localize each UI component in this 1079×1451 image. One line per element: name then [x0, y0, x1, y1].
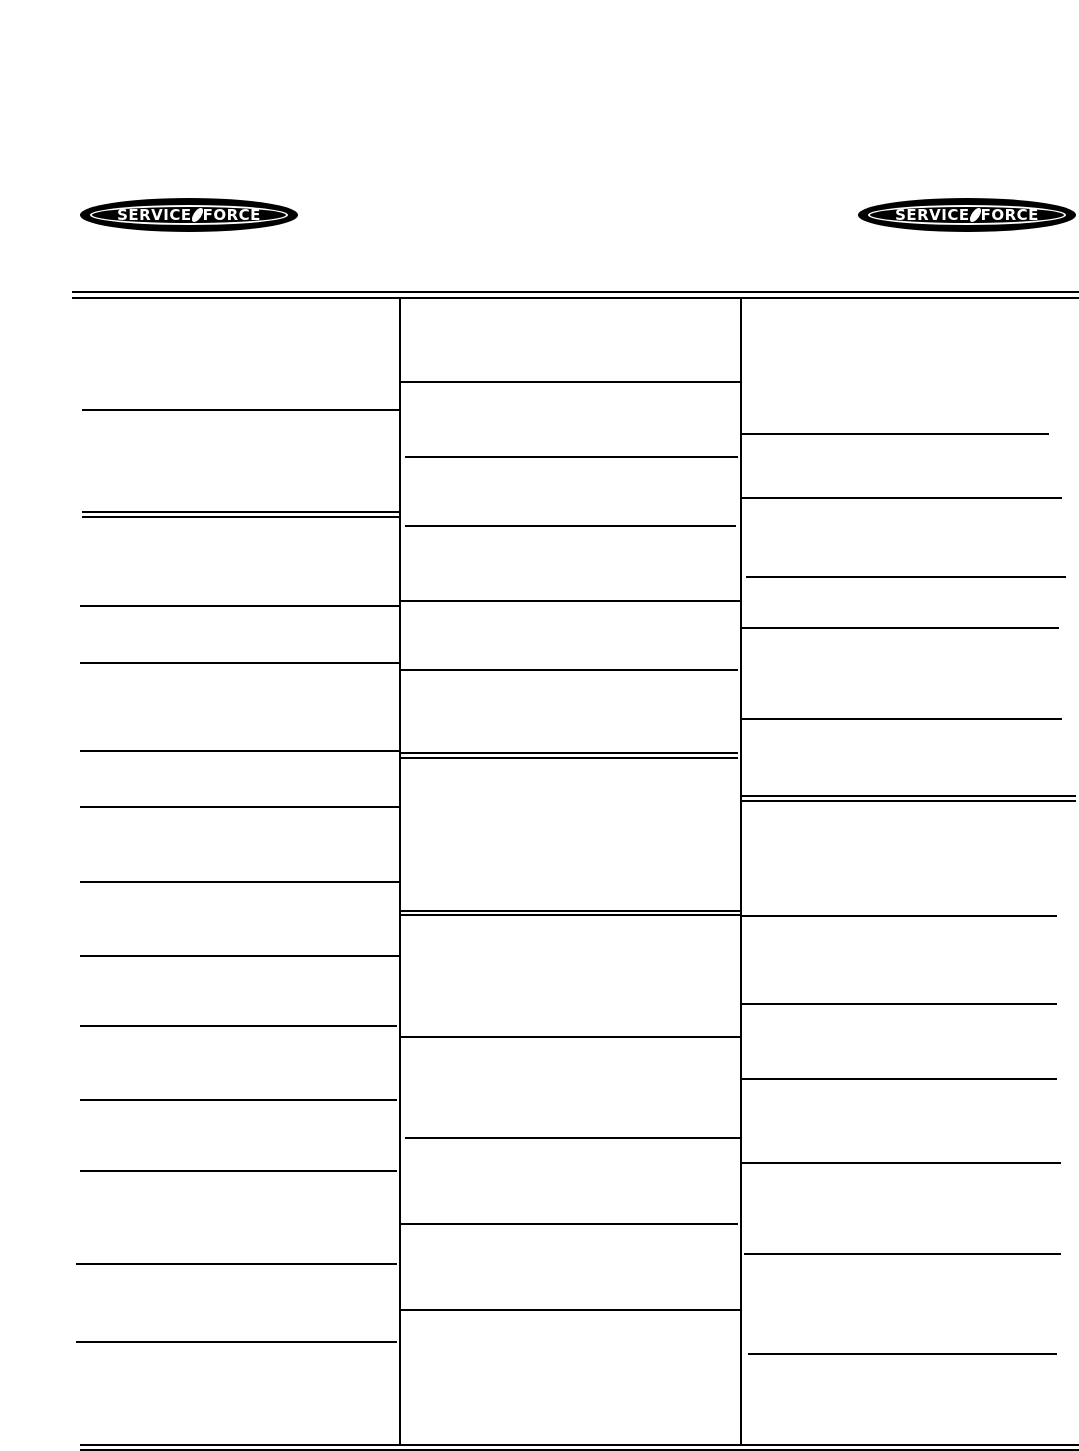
top-rule-1: [72, 291, 1079, 293]
col1-rule: [80, 750, 399, 752]
column-divider-1: [399, 298, 401, 1446]
col1-rule: [80, 1025, 397, 1027]
col3-rule: [742, 1162, 1061, 1164]
col1-rule: [82, 511, 399, 513]
col2-rule: [401, 1223, 738, 1225]
col3-rule: [742, 915, 1057, 917]
col3-rule: [748, 1353, 1057, 1355]
col1-rule: [80, 881, 399, 883]
col3-rule: [746, 576, 1066, 578]
col1-rule: [80, 662, 399, 664]
bottom-rule-1: [80, 1444, 1079, 1446]
logo-left-word-1: SERVICE: [117, 205, 192, 224]
col2-rule: [401, 910, 740, 912]
logo-left-word-2: FORCE: [202, 205, 261, 224]
col1-rule: [80, 806, 399, 808]
logo-right-word-2: FORCE: [980, 205, 1039, 224]
col3-rule: [742, 497, 1062, 499]
col2-rule: [401, 914, 740, 916]
logo-right-word-1: SERVICE: [895, 205, 970, 224]
service-force-logo-left: [80, 198, 298, 232]
col2-rule: [405, 525, 736, 527]
col1-rule: [80, 1099, 397, 1101]
col3-rule: [742, 627, 1059, 629]
col2-rule: [401, 1036, 740, 1038]
col3-rule: [742, 718, 1062, 720]
col2-rule: [401, 600, 740, 602]
col2-rule: [401, 757, 738, 759]
col2-rule: [401, 381, 740, 383]
col3-rule: [742, 1078, 1057, 1080]
column-divider-2: [740, 298, 742, 1446]
col2-rule: [401, 669, 738, 671]
col1-rule: [76, 1263, 397, 1265]
col2-rule: [401, 1309, 740, 1311]
col1-rule: [82, 516, 399, 518]
col3-rule: [742, 433, 1049, 435]
top-rule-2: [72, 297, 1079, 299]
col2-rule: [405, 456, 738, 458]
col2-rule: [405, 1137, 740, 1139]
col2-rule: [401, 752, 738, 754]
col1-rule: [80, 605, 399, 607]
col1-rule: [82, 409, 399, 411]
col3-rule: [742, 795, 1076, 797]
col1-rule: [80, 1170, 397, 1172]
col3-rule: [742, 1003, 1057, 1005]
col3-rule: [742, 800, 1076, 802]
col1-rule: [80, 955, 399, 957]
col1-rule: [76, 1341, 397, 1343]
service-force-logo-right: [858, 198, 1076, 232]
col3-rule: [744, 1253, 1061, 1255]
